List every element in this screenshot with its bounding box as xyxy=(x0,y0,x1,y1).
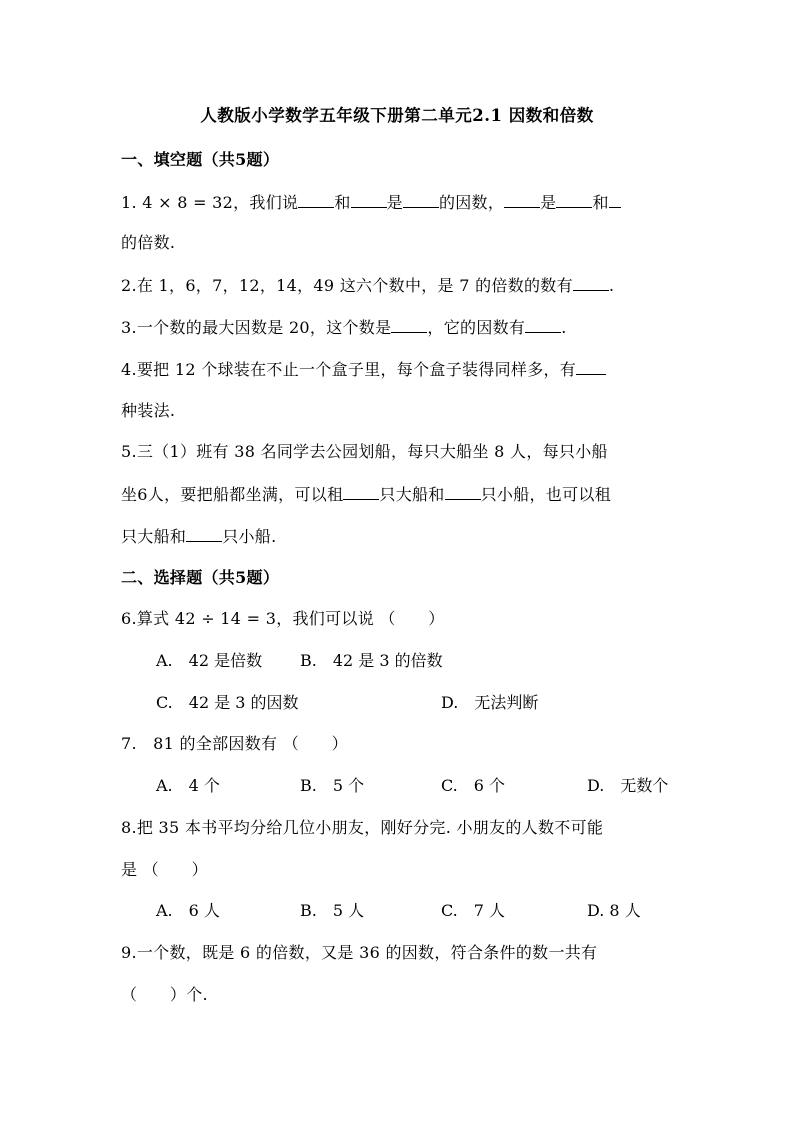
q2-text-b: . xyxy=(608,276,615,295)
answer-blank[interactable] xyxy=(556,189,592,208)
q1-text-b: 和 xyxy=(334,193,351,212)
question-5-line-2 xyxy=(121,481,681,508)
q6-option-d[interactable]: D. 无法判断 xyxy=(441,693,539,712)
q2-text-a: 2.在 1，6，7，12，14，49 这六个数中，是 7 的倍数的数有 xyxy=(121,276,573,295)
section-fill-in-heading: 一、填空题（共5题） xyxy=(121,150,280,169)
question-8-stem-line-1: 8.把 35 本书平均分给几位小朋友，刚好分完. 小朋友的人数不可能 xyxy=(121,818,604,837)
question-5-line-1: 5.三（1）班有 38 名同学去公园划船，每只大船坐 8 人，每只小船 xyxy=(121,442,608,461)
q5-text-d: 只小船，也可以租 xyxy=(480,485,611,504)
answer-blank[interactable] xyxy=(525,314,561,333)
q7-option-a[interactable]: A. 4 个 xyxy=(156,776,220,795)
answer-blank[interactable] xyxy=(609,189,621,208)
q7-option-c[interactable]: C. 6 个 xyxy=(441,776,506,795)
q8-option-d[interactable]: D. 8 人 xyxy=(587,901,641,920)
question-1-line-2: 的倍数. xyxy=(121,233,176,252)
section-choice-heading: 二、选择题（共5题） xyxy=(121,568,280,587)
answer-blank[interactable] xyxy=(573,272,609,291)
question-6-stem: 6.算式 42 ÷ 14 = 3，我们可以说 （ ） xyxy=(121,609,445,628)
question-3 xyxy=(121,314,681,341)
question-1-line-1 xyxy=(121,189,681,216)
q1-text-d: 的因数， xyxy=(438,193,505,212)
q6-option-c[interactable]: C. 42 是 3 的因数 xyxy=(156,693,299,712)
q3-text-a: 3.一个数的最大因数是 20，这个数是 xyxy=(121,318,392,337)
q4-text-a: 4.要把 12 个球装在不止一个盒子里，每个盒子装得同样多，有 xyxy=(121,360,577,379)
q6-option-a[interactable]: A. 42 是倍数 xyxy=(156,651,263,670)
question-4-line-2: 种装法. xyxy=(121,401,176,420)
q8-option-b[interactable]: B. 5 人 xyxy=(300,901,365,920)
q3-text-b: ，它的因数有 xyxy=(427,318,526,337)
answer-blank[interactable] xyxy=(186,523,222,542)
q8-option-c[interactable]: C. 7 人 xyxy=(441,901,506,920)
question-5-line-3 xyxy=(121,523,681,550)
q5-text-f: 只小船. xyxy=(222,527,277,546)
answer-blank[interactable] xyxy=(351,189,387,208)
question-9-stem-line-2: （ ）个. xyxy=(121,985,208,1004)
answer-blank[interactable] xyxy=(504,189,540,208)
q5-text-b: 坐6人，要把船都坐满，可以租 xyxy=(121,485,344,504)
answer-blank[interactable] xyxy=(298,189,334,208)
question-4-line-1 xyxy=(121,356,681,383)
q3-text-c: . xyxy=(561,318,567,337)
q7-option-d[interactable]: D. 无数个 xyxy=(587,776,669,795)
q1-text-c: 是 xyxy=(386,193,403,212)
q6-option-b[interactable]: B. 42 是 3 的倍数 xyxy=(300,651,443,670)
q5-text-e: 只大船和 xyxy=(121,527,187,546)
question-9-stem-line-1: 9.一个数，既是 6 的倍数，又是 36 的因数，符合条件的数一共有 xyxy=(121,943,598,962)
q1-text-a: 1. 4 × 8 = 32，我们说 xyxy=(121,193,299,212)
q1-text-f: 和 xyxy=(592,193,609,212)
question-2 xyxy=(121,272,681,299)
worksheet-title: 人教版小学数学五年级下册第二单元2.1 因数和倍数 xyxy=(200,106,594,125)
answer-blank[interactable] xyxy=(445,481,481,500)
q1-text-e: 是 xyxy=(540,193,557,212)
answer-blank[interactable] xyxy=(576,356,606,375)
q7-option-b[interactable]: B. 5 个 xyxy=(300,776,365,795)
answer-blank[interactable] xyxy=(403,189,439,208)
question-7-stem: 7. 81 的全部因数有 （ ） xyxy=(121,734,348,753)
answer-blank[interactable] xyxy=(343,481,379,500)
q5-text-c: 只大船和 xyxy=(379,485,445,504)
q8-option-a[interactable]: A. 6 人 xyxy=(156,901,220,920)
question-8-stem-line-2: 是 （ ） xyxy=(121,860,208,879)
answer-blank[interactable] xyxy=(391,314,427,333)
